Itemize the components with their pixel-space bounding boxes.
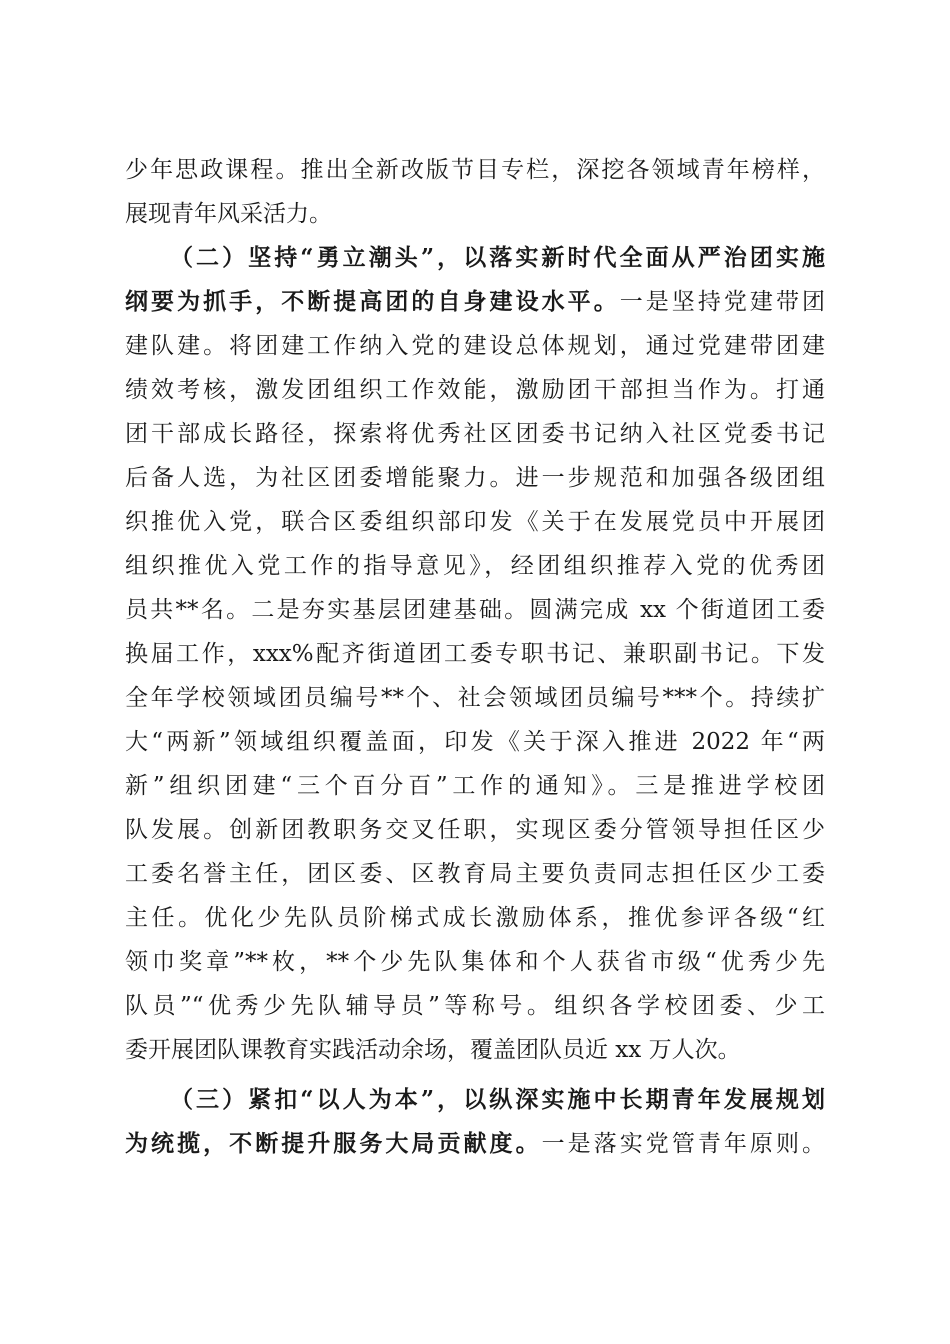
paragraph-line: 员共**名。二是夯实基层团建基础。圆满完成 xx 个街道团工委 bbox=[125, 597, 825, 623]
paragraph-line: 领巾奖章”**枚，**个少先队集体和个人获省市级“优秀少先 bbox=[125, 949, 825, 975]
paragraph-line: 织推优入党，联合区委组织部印发《关于在发展党员中开展团 bbox=[125, 509, 825, 535]
paragraph-text: 一是落实党管青年原则。 bbox=[541, 1131, 826, 1157]
section-heading-3-continued: 为统揽，不断提升服务大局贡献度。 bbox=[125, 1130, 542, 1157]
paragraph-line: 绩效考核，激发团组织工作效能，激励团干部担当作为。打通 bbox=[125, 377, 825, 403]
paragraph-line: 团干部成长路径，探索将优秀社区团委书记纳入社区党委书记 bbox=[125, 421, 825, 447]
paragraph-line: 队发展。创新团教职务交叉任职，实现区委分管领导担任区少 bbox=[125, 817, 825, 843]
section-heading-2: （二）坚持“勇立潮头”，以落实新时代全面从严治团实施 bbox=[170, 244, 825, 271]
paragraph-line: 少年思政课程。推出全新改版节目专栏，深挖各领域青年榜样， bbox=[125, 157, 825, 183]
paragraph-line: 主任。优化少先队员阶梯式成长激励体系，推优参评各级“红 bbox=[125, 905, 825, 931]
paragraph-line: 展现青年风采活力。 bbox=[125, 201, 332, 227]
paragraph-text: 一是坚持党建带团 bbox=[619, 289, 826, 315]
paragraph-line: 组织推优入党工作的指导意见》，经团组织推荐入党的优秀团 bbox=[125, 553, 825, 579]
paragraph-line: 换届工作，xxx%配齐街道团工委专职书记、兼职副书记。下发 bbox=[125, 641, 825, 667]
paragraph-line bbox=[125, 1122, 825, 1166]
paragraph-line: 队员”“优秀少先队辅导员”等称号。组织各学校团委、少工 bbox=[125, 993, 825, 1019]
paragraph-line: 工委名誉主任，团区委、区教育局主要负责同志担任区少工委 bbox=[125, 861, 825, 887]
paragraph-line: 大“两新”领域组织覆盖面，印发《关于深入推进 2022 年“两 bbox=[125, 729, 825, 755]
paragraph-line bbox=[125, 280, 825, 324]
section-heading-2-continued: 纲要为抓手，不断提高团的自身建设水平。 bbox=[125, 288, 620, 315]
paragraph-line: 新”组织团建“三个百分百”工作的通知》。三是推进学校团 bbox=[125, 773, 825, 799]
paragraph-line: 建队建。将团建工作纳入党的建设总体规划，通过党建带团建 bbox=[125, 333, 825, 359]
paragraph-line: 后备人选，为社区团委增能聚力。进一步规范和加强各级团组 bbox=[125, 465, 825, 491]
paragraph-line: 委开展团队课教育实践活动余场，覆盖团队员近 xx 万人次。 bbox=[125, 1037, 741, 1063]
paragraph-line: 全年学校领域团员编号**个、社会领域团员编号***个。持续扩 bbox=[125, 685, 825, 711]
section-heading-3: （三）紧扣“以人为本”，以纵深实施中长期青年发展规划 bbox=[170, 1086, 825, 1113]
